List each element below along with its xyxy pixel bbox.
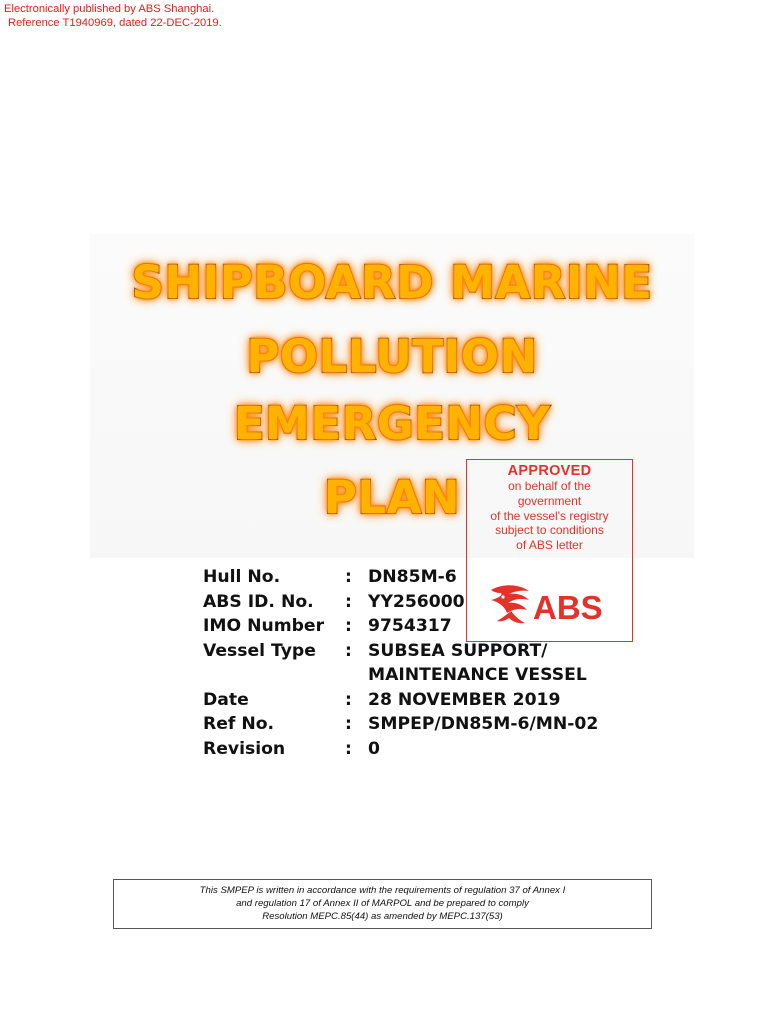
approval-line: on behalf of the xyxy=(508,479,591,493)
field-separator: : xyxy=(345,738,352,759)
field-separator: : xyxy=(345,591,352,612)
field-separator: : xyxy=(345,689,352,710)
field-separator: : xyxy=(345,714,352,734)
publication-notice-line: Electronically published by ABS Shanghai. xyxy=(4,3,215,15)
field-value: MAINTENANCE VESSEL xyxy=(368,665,587,685)
field-separator: : xyxy=(345,640,352,661)
field-value: 0 xyxy=(368,738,380,759)
field-label: ABS ID. No. xyxy=(203,591,314,612)
field-value: 9754317 xyxy=(368,616,452,636)
title-line: SHIPBOARD MARINE xyxy=(131,256,653,309)
field-separator: : xyxy=(345,616,352,636)
field-value: YY256000 xyxy=(368,591,465,612)
abs-logo xyxy=(489,581,613,627)
approval-line: of the vessel's registry xyxy=(490,508,609,523)
publication-notice-line: Reference T1940969, dated 22-DEC-2019. xyxy=(8,16,222,29)
abs-logo-text: ABS xyxy=(533,589,603,626)
field-value: DN85M-6 xyxy=(368,567,457,587)
field-label: Date xyxy=(203,689,249,710)
field-value: SMPEP/DN85M-6/MN-02 xyxy=(368,714,599,734)
title-line: PLAN xyxy=(323,471,461,524)
approval-line: subject to conditions xyxy=(495,523,604,538)
field-label: Hull No. xyxy=(203,567,281,587)
field-label: Vessel Type xyxy=(203,640,316,661)
compliance-note xyxy=(113,879,652,929)
field-label: IMO Number xyxy=(203,616,325,636)
field-label: Ref No. xyxy=(203,714,275,734)
title-line: EMERGENCY xyxy=(233,397,551,450)
compliance-note-line: and regulation 17 of Annex II of MARPOL and be prepared to comply xyxy=(236,898,529,910)
approval-stamp xyxy=(466,459,633,642)
field-separator: : xyxy=(345,567,352,587)
field-value: 28 NOVEMBER 2019 xyxy=(368,689,561,710)
title-line: POLLUTION xyxy=(246,330,538,383)
field-label: Revision xyxy=(203,738,286,759)
eagle-icon xyxy=(491,585,529,623)
approval-heading: APPROVED xyxy=(507,463,592,479)
compliance-note-line: Resolution MEPC.85(44) as amended by MEPC.137(53) xyxy=(262,911,503,923)
compliance-note-line: This SMPEP is written in accordance with the requirements of regulation 37 of Annex I xyxy=(199,885,566,896)
approval-line: government xyxy=(517,493,582,508)
field-value: SUBSEA SUPPORT/ xyxy=(368,640,548,661)
publication-notice xyxy=(4,3,222,30)
approval-line: of ABS letter xyxy=(516,538,583,553)
